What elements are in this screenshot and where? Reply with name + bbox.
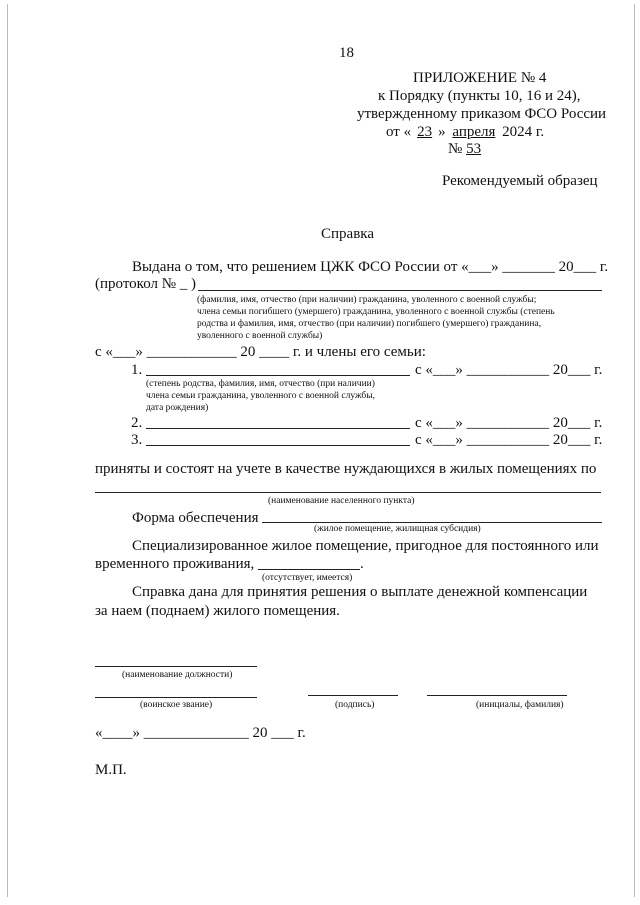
form-line [262, 522, 602, 523]
special-line [258, 569, 360, 570]
purpose-line-2: за наем (поднаем) жилого помещения. [95, 603, 340, 619]
number-value: 53 [466, 141, 482, 157]
special-period: . [360, 556, 364, 572]
member-hint-1: (степень родства, фамилия, имя, отчество (при наличии) [146, 379, 375, 389]
member-1-date: с «___» ___________ 20___ г. [415, 362, 603, 378]
form-hint: (жилое помещение, жилищная субсидия) [314, 524, 481, 534]
member-1-number: 1. [131, 362, 143, 378]
member-2-line [146, 428, 410, 429]
stamp-place: М.П. [95, 762, 127, 778]
appendix-order-ref: к Порядку (пункты 10, 16 и 24), [378, 88, 581, 104]
appendix-approved-by: утвержденному приказом ФСО России [357, 106, 607, 122]
member-hint-2: члена семьи гражданина, уволенного с военной службы, [146, 391, 375, 401]
protocol-label: (протокол № _ ) [95, 276, 197, 292]
page-number: 18 [339, 45, 354, 61]
member-1-line [146, 375, 410, 376]
position-line [95, 666, 257, 667]
member-hint-3: дата рождения) [146, 403, 209, 413]
special-hint: (отсутствует, имеется) [262, 573, 353, 583]
recommended-sample: Рекомендуемый образец [442, 173, 598, 189]
name-hint-2: члена семьи погибшего (умершего) гражданина, уволенного с военной службы (степень [197, 307, 555, 317]
signature-line [308, 695, 398, 696]
document-title: Справка [321, 226, 374, 242]
member-3-line [146, 445, 410, 446]
date-prefix: от « [386, 124, 412, 140]
name-hint-4: уволенного с военной службы) [197, 331, 323, 341]
name-hint-1: (фамилия, имя, отчество (при наличии) гражданина, уволенного с военной службы; [197, 295, 537, 305]
initials-line [427, 695, 567, 696]
signature-hint: (подпись) [335, 700, 375, 710]
member-3-number: 3. [131, 432, 143, 448]
member-2-date: с «___» ___________ 20___ г. [415, 415, 603, 431]
rank-line [95, 697, 257, 698]
number-prefix: № [448, 141, 463, 157]
member-3-date: с «___» ___________ 20___ г. [415, 432, 603, 448]
initials-hint: (инициалы, фамилия) [476, 700, 564, 710]
appendix-date [386, 124, 544, 141]
position-hint: (наименование должности) [122, 670, 233, 680]
accepted-line: приняты и состоят на учете в качестве нуждающихся в жилых помещениях по [95, 461, 597, 477]
form-label: Форма обеспечения [132, 510, 259, 526]
issued-line: Выдана о том, что решением ЦЖК ФСО России от «___» _______ 20___ г. [132, 259, 609, 275]
special-line-2 [95, 556, 254, 573]
purpose-line-1: Справка дана для принятия решения о выплате денежной компенсации [132, 584, 588, 600]
since-line: с «___» ____________ 20 ____ г. и члены его семьи: [95, 344, 426, 360]
special-text: временного проживания, [95, 556, 255, 572]
appendix-number [448, 141, 491, 158]
date-day: 23 [417, 124, 433, 140]
settlement-line [95, 492, 601, 493]
date-mid: » [438, 124, 446, 140]
name-field-line [198, 290, 602, 291]
appendix-title: ПРИЛОЖЕНИЕ № 4 [413, 70, 547, 86]
signature-date: «____» ______________ 20 ___ г. [95, 725, 306, 741]
date-year: 2024 г. [502, 124, 545, 140]
rank-hint: (воинское звание) [140, 700, 213, 710]
name-hint-3: родства и фамилия, имя, отчество (при наличии) погибшего (умершего) гражданина, [197, 319, 542, 329]
special-line-1: Специализированное жилое помещение, пригодное для постоянного или [132, 538, 599, 554]
settlement-hint: (наименование населенного пункта) [268, 496, 415, 506]
date-month: апреля [452, 124, 496, 140]
member-2-number: 2. [131, 415, 143, 431]
